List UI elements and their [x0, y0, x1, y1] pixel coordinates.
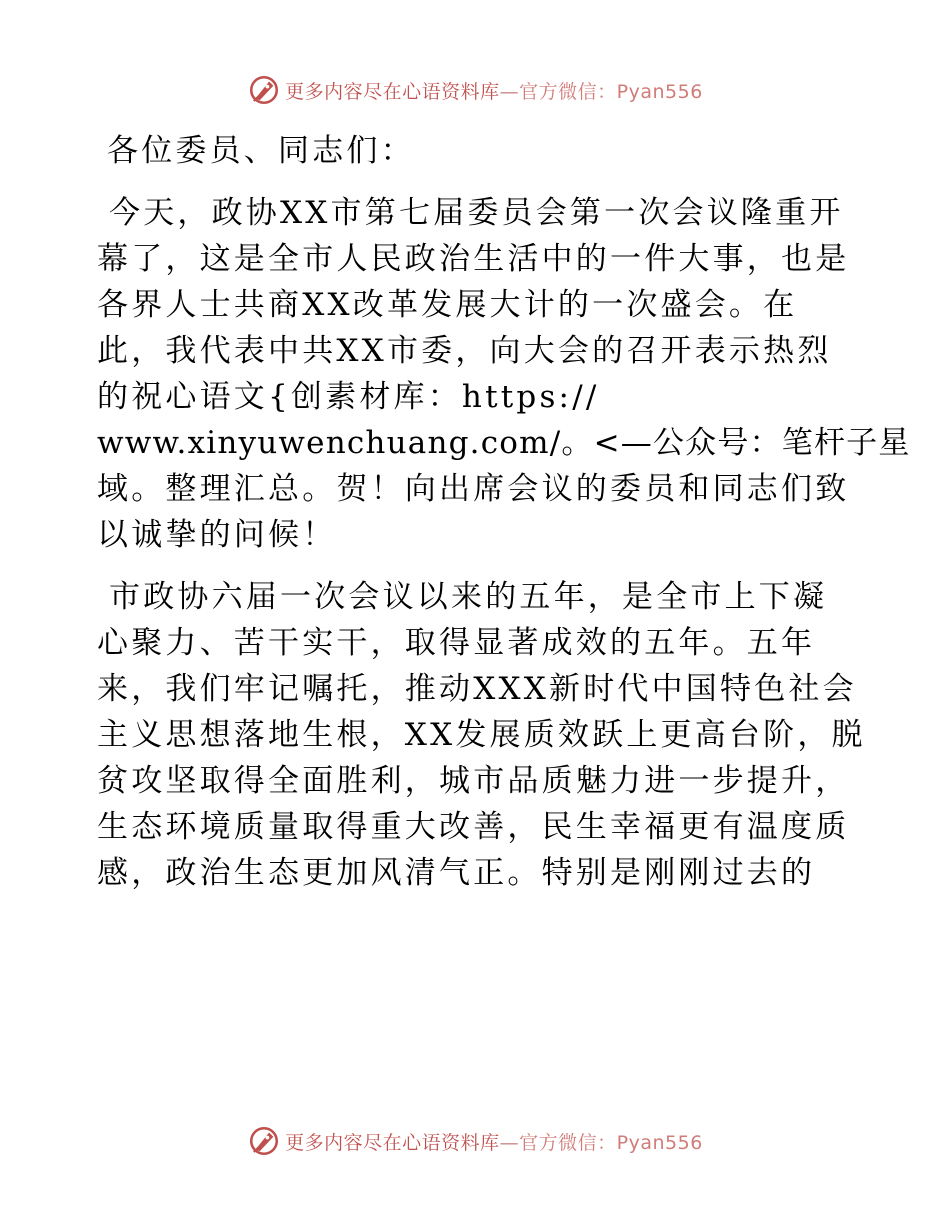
pen-nib-icon — [247, 1124, 281, 1158]
text-line: 生态环境质量取得重大改善，民生幸福更有温度质 — [97, 809, 850, 845]
text-line: 贫攻坚取得全面胜利，城市品质魅力进一步提升， — [97, 763, 850, 799]
text-line: 今天，政协XX市第七届委员会第一次会议隆重开 — [109, 195, 844, 231]
footer-banner — [0, 1119, 950, 1163]
pen-nib-icon — [247, 73, 281, 107]
text-line: 主义思想落地生根，XX发展质效跃上更高台阶，脱 — [97, 717, 866, 753]
text-line: 心聚力、苦干实干，取得显著成效的五年。五年 — [97, 625, 816, 661]
paragraph-1 — [97, 190, 911, 558]
text-line: 市政协六届一次会议以来的五年，是全市上下凝 — [109, 579, 828, 615]
greeting: 各位委员、同志们： — [107, 133, 415, 169]
text-line: 来，我们牢记嘱托，推动XXX新时代中国特色社会 — [97, 671, 857, 707]
text-line: www.xinyuwenchuang.com/。<—公众号：笔杆子星 — [97, 425, 911, 461]
banner-wechat-text: 官方微信：Pyan556 — [519, 80, 703, 103]
paragraph-2 — [97, 574, 866, 896]
text-line: 此，我代表中共XX市委，向大会的召开表示热烈 — [97, 333, 832, 369]
banner-site-text: 更多内容尽在心语资料库 — [285, 1131, 500, 1154]
document-body — [97, 128, 911, 912]
text-line: 以诚挚的问候！ — [97, 517, 337, 553]
header-banner — [0, 68, 950, 112]
text-line: 各界人士共商XX改革发展大计的一次盛会。在 — [97, 287, 798, 323]
text-line: 幕了，这是全市人民政治生活中的一件大事，也是 — [97, 241, 850, 277]
banner-site-text: 更多内容尽在心语资料库 — [285, 80, 500, 103]
text-line: 域。整理汇总。贺！向出席会议的委员和同志们致 — [97, 471, 850, 507]
banner-separator: — — [499, 80, 520, 103]
text-line: 的祝心语文{创素材库：https:// — [97, 379, 600, 415]
banner-separator: — — [499, 1131, 520, 1154]
banner-wechat-text: 官方微信：Pyan556 — [519, 1131, 703, 1154]
text-line: 感，政治生态更加风清气正。特别是刚刚过去的 — [97, 855, 816, 891]
